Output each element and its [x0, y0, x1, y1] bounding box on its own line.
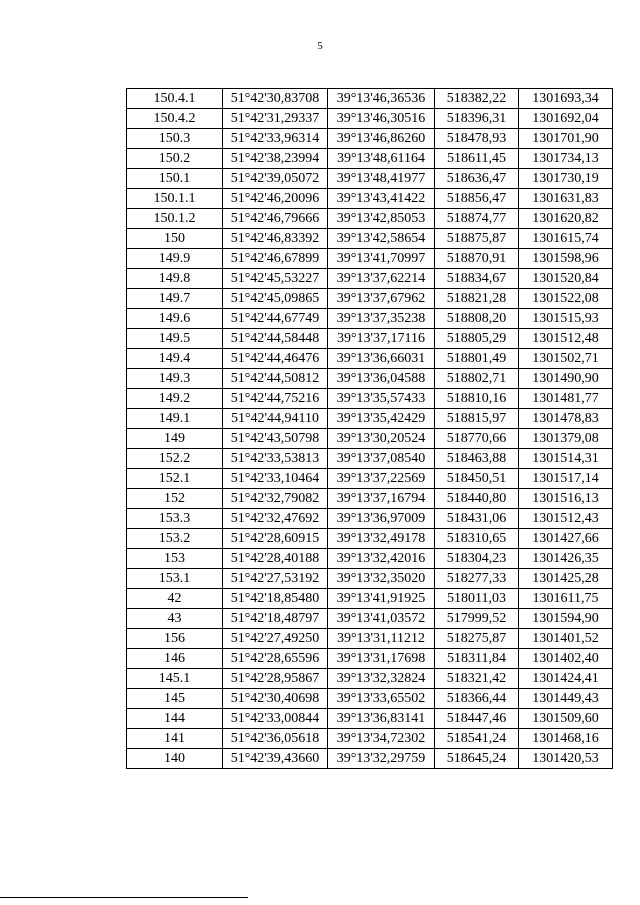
x-coordinate-cell: 518310,65	[435, 529, 519, 549]
latitude-cell: 51°42'44,94110	[223, 409, 328, 429]
latitude-cell: 51°42'33,96314	[223, 129, 328, 149]
longitude-cell: 39°13'36,04588	[328, 369, 435, 389]
longitude-cell: 39°13'35,57433	[328, 389, 435, 409]
latitude-cell: 51°42'44,67749	[223, 309, 328, 329]
latitude-cell: 51°42'27,53192	[223, 569, 328, 589]
point-id-cell: 150.1	[127, 169, 223, 189]
longitude-cell: 39°13'30,20524	[328, 429, 435, 449]
x-coordinate-cell: 518875,87	[435, 229, 519, 249]
y-coordinate-cell: 1301693,34	[519, 89, 613, 109]
x-coordinate-cell: 518541,24	[435, 729, 519, 749]
latitude-cell: 51°42'32,79082	[223, 489, 328, 509]
point-id-cell: 149	[127, 429, 223, 449]
table-row	[127, 409, 613, 429]
point-id-cell: 149.9	[127, 249, 223, 269]
point-id-cell: 153.1	[127, 569, 223, 589]
y-coordinate-cell: 1301468,16	[519, 729, 613, 749]
x-coordinate-cell: 518431,06	[435, 509, 519, 529]
point-id-cell: 150	[127, 229, 223, 249]
y-coordinate-cell: 1301449,43	[519, 689, 613, 709]
table-row	[127, 289, 613, 309]
point-id-cell: 150.4.1	[127, 89, 223, 109]
x-coordinate-cell: 518636,47	[435, 169, 519, 189]
table-row	[127, 729, 613, 749]
y-coordinate-cell: 1301512,43	[519, 509, 613, 529]
latitude-cell: 51°42'45,53227	[223, 269, 328, 289]
x-coordinate-cell: 518304,23	[435, 549, 519, 569]
longitude-cell: 39°13'32,42016	[328, 549, 435, 569]
y-coordinate-cell: 1301426,35	[519, 549, 613, 569]
latitude-cell: 51°42'36,05618	[223, 729, 328, 749]
y-coordinate-cell: 1301598,96	[519, 249, 613, 269]
longitude-cell: 39°13'34,72302	[328, 729, 435, 749]
x-coordinate-cell: 518382,22	[435, 89, 519, 109]
point-id-cell: 149.3	[127, 369, 223, 389]
longitude-cell: 39°13'32,49178	[328, 529, 435, 549]
latitude-cell: 51°42'44,50812	[223, 369, 328, 389]
longitude-cell: 39°13'37,08540	[328, 449, 435, 469]
y-coordinate-cell: 1301594,90	[519, 609, 613, 629]
page-number: 5	[317, 40, 323, 52]
latitude-cell: 51°42'39,05072	[223, 169, 328, 189]
longitude-cell: 39°13'31,17698	[328, 649, 435, 669]
longitude-cell: 39°13'31,11212	[328, 629, 435, 649]
y-coordinate-cell: 1301514,31	[519, 449, 613, 469]
longitude-cell: 39°13'37,22569	[328, 469, 435, 489]
x-coordinate-cell: 518834,67	[435, 269, 519, 289]
x-coordinate-cell: 518478,93	[435, 129, 519, 149]
longitude-cell: 39°13'32,32824	[328, 669, 435, 689]
table-row	[127, 209, 613, 229]
y-coordinate-cell: 1301517,14	[519, 469, 613, 489]
point-id-cell: 150.1.1	[127, 189, 223, 209]
x-coordinate-cell: 518011,03	[435, 589, 519, 609]
table-row	[127, 329, 613, 349]
latitude-cell: 51°42'32,47692	[223, 509, 328, 529]
y-coordinate-cell: 1301692,04	[519, 109, 613, 129]
latitude-cell: 51°42'31,29337	[223, 109, 328, 129]
x-coordinate-cell: 518808,20	[435, 309, 519, 329]
longitude-cell: 39°13'36,83141	[328, 709, 435, 729]
latitude-cell: 51°42'44,75216	[223, 389, 328, 409]
latitude-cell: 51°42'46,79666	[223, 209, 328, 229]
x-coordinate-cell: 518396,31	[435, 109, 519, 129]
latitude-cell: 51°42'33,00844	[223, 709, 328, 729]
y-coordinate-cell: 1301701,90	[519, 129, 613, 149]
y-coordinate-cell: 1301522,08	[519, 289, 613, 309]
point-id-cell: 153.2	[127, 529, 223, 549]
table-row	[127, 389, 613, 409]
x-coordinate-cell: 518801,49	[435, 349, 519, 369]
point-id-cell: 150.3	[127, 129, 223, 149]
y-coordinate-cell: 1301734,13	[519, 149, 613, 169]
point-id-cell: 152	[127, 489, 223, 509]
latitude-cell: 51°42'45,09865	[223, 289, 328, 309]
latitude-cell: 51°42'28,65596	[223, 649, 328, 669]
latitude-cell: 51°42'30,40698	[223, 689, 328, 709]
latitude-cell: 51°42'44,46476	[223, 349, 328, 369]
x-coordinate-cell: 518277,33	[435, 569, 519, 589]
point-id-cell: 152.1	[127, 469, 223, 489]
longitude-cell: 39°13'33,65502	[328, 689, 435, 709]
latitude-cell: 51°42'30,83708	[223, 89, 328, 109]
point-id-cell: 140	[127, 749, 223, 769]
x-coordinate-cell: 518366,44	[435, 689, 519, 709]
longitude-cell: 39°13'46,86260	[328, 129, 435, 149]
latitude-cell: 51°42'39,43660	[223, 749, 328, 769]
point-id-cell: 145.1	[127, 669, 223, 689]
table-row	[127, 269, 613, 289]
x-coordinate-cell: 518275,87	[435, 629, 519, 649]
x-coordinate-cell: 518874,77	[435, 209, 519, 229]
longitude-cell: 39°13'42,58654	[328, 229, 435, 249]
longitude-cell: 39°13'36,66031	[328, 349, 435, 369]
x-coordinate-cell: 518311,84	[435, 649, 519, 669]
y-coordinate-cell: 1301425,28	[519, 569, 613, 589]
y-coordinate-cell: 1301611,75	[519, 589, 613, 609]
y-coordinate-cell: 1301424,41	[519, 669, 613, 689]
latitude-cell: 51°42'27,49250	[223, 629, 328, 649]
latitude-cell: 51°42'28,40188	[223, 549, 328, 569]
latitude-cell: 51°42'28,95867	[223, 669, 328, 689]
x-coordinate-cell: 518821,28	[435, 289, 519, 309]
table-row	[127, 629, 613, 649]
table-row	[127, 169, 613, 189]
point-id-cell: 149.4	[127, 349, 223, 369]
table-row	[127, 249, 613, 269]
y-coordinate-cell: 1301620,82	[519, 209, 613, 229]
table-row	[127, 369, 613, 389]
y-coordinate-cell: 1301502,71	[519, 349, 613, 369]
y-coordinate-cell: 1301515,93	[519, 309, 613, 329]
footnote-separator	[0, 897, 248, 898]
x-coordinate-cell: 518450,51	[435, 469, 519, 489]
longitude-cell: 39°13'46,30516	[328, 109, 435, 129]
y-coordinate-cell: 1301516,13	[519, 489, 613, 509]
point-id-cell: 153.3	[127, 509, 223, 529]
longitude-cell: 39°13'42,85053	[328, 209, 435, 229]
latitude-cell: 51°42'28,60915	[223, 529, 328, 549]
x-coordinate-cell: 518770,66	[435, 429, 519, 449]
longitude-cell: 39°13'37,16794	[328, 489, 435, 509]
y-coordinate-cell: 1301427,66	[519, 529, 613, 549]
x-coordinate-cell: 518645,24	[435, 749, 519, 769]
longitude-cell: 39°13'48,61164	[328, 149, 435, 169]
latitude-cell: 51°42'18,85480	[223, 589, 328, 609]
y-coordinate-cell: 1301481,77	[519, 389, 613, 409]
latitude-cell: 51°42'18,48797	[223, 609, 328, 629]
table-row	[127, 549, 613, 569]
table-row	[127, 129, 613, 149]
y-coordinate-cell: 1301478,83	[519, 409, 613, 429]
table-row	[127, 489, 613, 509]
table-row	[127, 689, 613, 709]
latitude-cell: 51°42'44,58448	[223, 329, 328, 349]
y-coordinate-cell: 1301512,48	[519, 329, 613, 349]
x-coordinate-cell: 518810,16	[435, 389, 519, 409]
latitude-cell: 51°42'46,20096	[223, 189, 328, 209]
y-coordinate-cell: 1301615,74	[519, 229, 613, 249]
longitude-cell: 39°13'46,36536	[328, 89, 435, 109]
y-coordinate-cell: 1301730,19	[519, 169, 613, 189]
longitude-cell: 39°13'48,41977	[328, 169, 435, 189]
point-id-cell: 141	[127, 729, 223, 749]
x-coordinate-cell: 518611,45	[435, 149, 519, 169]
point-id-cell: 149.8	[127, 269, 223, 289]
latitude-cell: 51°42'38,23994	[223, 149, 328, 169]
x-coordinate-cell: 517999,52	[435, 609, 519, 629]
point-id-cell: 149.6	[127, 309, 223, 329]
point-id-cell: 153	[127, 549, 223, 569]
table-row	[127, 309, 613, 329]
y-coordinate-cell: 1301401,52	[519, 629, 613, 649]
x-coordinate-cell: 518440,80	[435, 489, 519, 509]
point-id-cell: 150.1.2	[127, 209, 223, 229]
x-coordinate-cell: 518463,88	[435, 449, 519, 469]
point-id-cell: 144	[127, 709, 223, 729]
x-coordinate-cell: 518802,71	[435, 369, 519, 389]
longitude-cell: 39°13'41,70997	[328, 249, 435, 269]
y-coordinate-cell: 1301379,08	[519, 429, 613, 449]
point-id-cell: 152.2	[127, 449, 223, 469]
longitude-cell: 39°13'41,91925	[328, 589, 435, 609]
x-coordinate-cell: 518321,42	[435, 669, 519, 689]
table-row	[127, 229, 613, 249]
point-id-cell: 146	[127, 649, 223, 669]
table-row	[127, 669, 613, 689]
point-id-cell: 150.4.2	[127, 109, 223, 129]
y-coordinate-cell: 1301402,40	[519, 649, 613, 669]
y-coordinate-cell: 1301520,84	[519, 269, 613, 289]
table-row	[127, 649, 613, 669]
table-row	[127, 449, 613, 469]
latitude-cell: 51°42'43,50798	[223, 429, 328, 449]
longitude-cell: 39°13'32,29759	[328, 749, 435, 769]
coordinates-table	[126, 88, 613, 769]
latitude-cell: 51°42'46,67899	[223, 249, 328, 269]
point-id-cell: 149.7	[127, 289, 223, 309]
table-row	[127, 109, 613, 129]
longitude-cell: 39°13'41,03572	[328, 609, 435, 629]
table-row	[127, 469, 613, 489]
point-id-cell: 42	[127, 589, 223, 609]
longitude-cell: 39°13'36,97009	[328, 509, 435, 529]
longitude-cell: 39°13'37,17116	[328, 329, 435, 349]
table-row	[127, 189, 613, 209]
latitude-cell: 51°42'33,10464	[223, 469, 328, 489]
point-id-cell: 149.5	[127, 329, 223, 349]
longitude-cell: 39°13'37,35238	[328, 309, 435, 329]
table-row	[127, 609, 613, 629]
x-coordinate-cell: 518856,47	[435, 189, 519, 209]
longitude-cell: 39°13'43,41422	[328, 189, 435, 209]
latitude-cell: 51°42'33,53813	[223, 449, 328, 469]
longitude-cell: 39°13'37,67962	[328, 289, 435, 309]
table-row	[127, 749, 613, 769]
y-coordinate-cell: 1301490,90	[519, 369, 613, 389]
point-id-cell: 43	[127, 609, 223, 629]
latitude-cell: 51°42'46,83392	[223, 229, 328, 249]
longitude-cell: 39°13'32,35020	[328, 569, 435, 589]
point-id-cell: 150.2	[127, 149, 223, 169]
longitude-cell: 39°13'37,62214	[328, 269, 435, 289]
table-row	[127, 509, 613, 529]
table-row	[127, 149, 613, 169]
table-row	[127, 429, 613, 449]
point-id-cell: 149.1	[127, 409, 223, 429]
point-id-cell: 149.2	[127, 389, 223, 409]
x-coordinate-cell: 518815,97	[435, 409, 519, 429]
point-id-cell: 156	[127, 629, 223, 649]
x-coordinate-cell: 518447,46	[435, 709, 519, 729]
y-coordinate-cell: 1301420,53	[519, 749, 613, 769]
y-coordinate-cell: 1301509,60	[519, 709, 613, 729]
point-id-cell: 145	[127, 689, 223, 709]
x-coordinate-cell: 518805,29	[435, 329, 519, 349]
table-row	[127, 709, 613, 729]
table-row	[127, 529, 613, 549]
y-coordinate-cell: 1301631,83	[519, 189, 613, 209]
table-row	[127, 89, 613, 109]
x-coordinate-cell: 518870,91	[435, 249, 519, 269]
table-row	[127, 569, 613, 589]
table-row	[127, 349, 613, 369]
longitude-cell: 39°13'35,42429	[328, 409, 435, 429]
table-row	[127, 589, 613, 609]
coordinates-table-body	[127, 89, 613, 769]
